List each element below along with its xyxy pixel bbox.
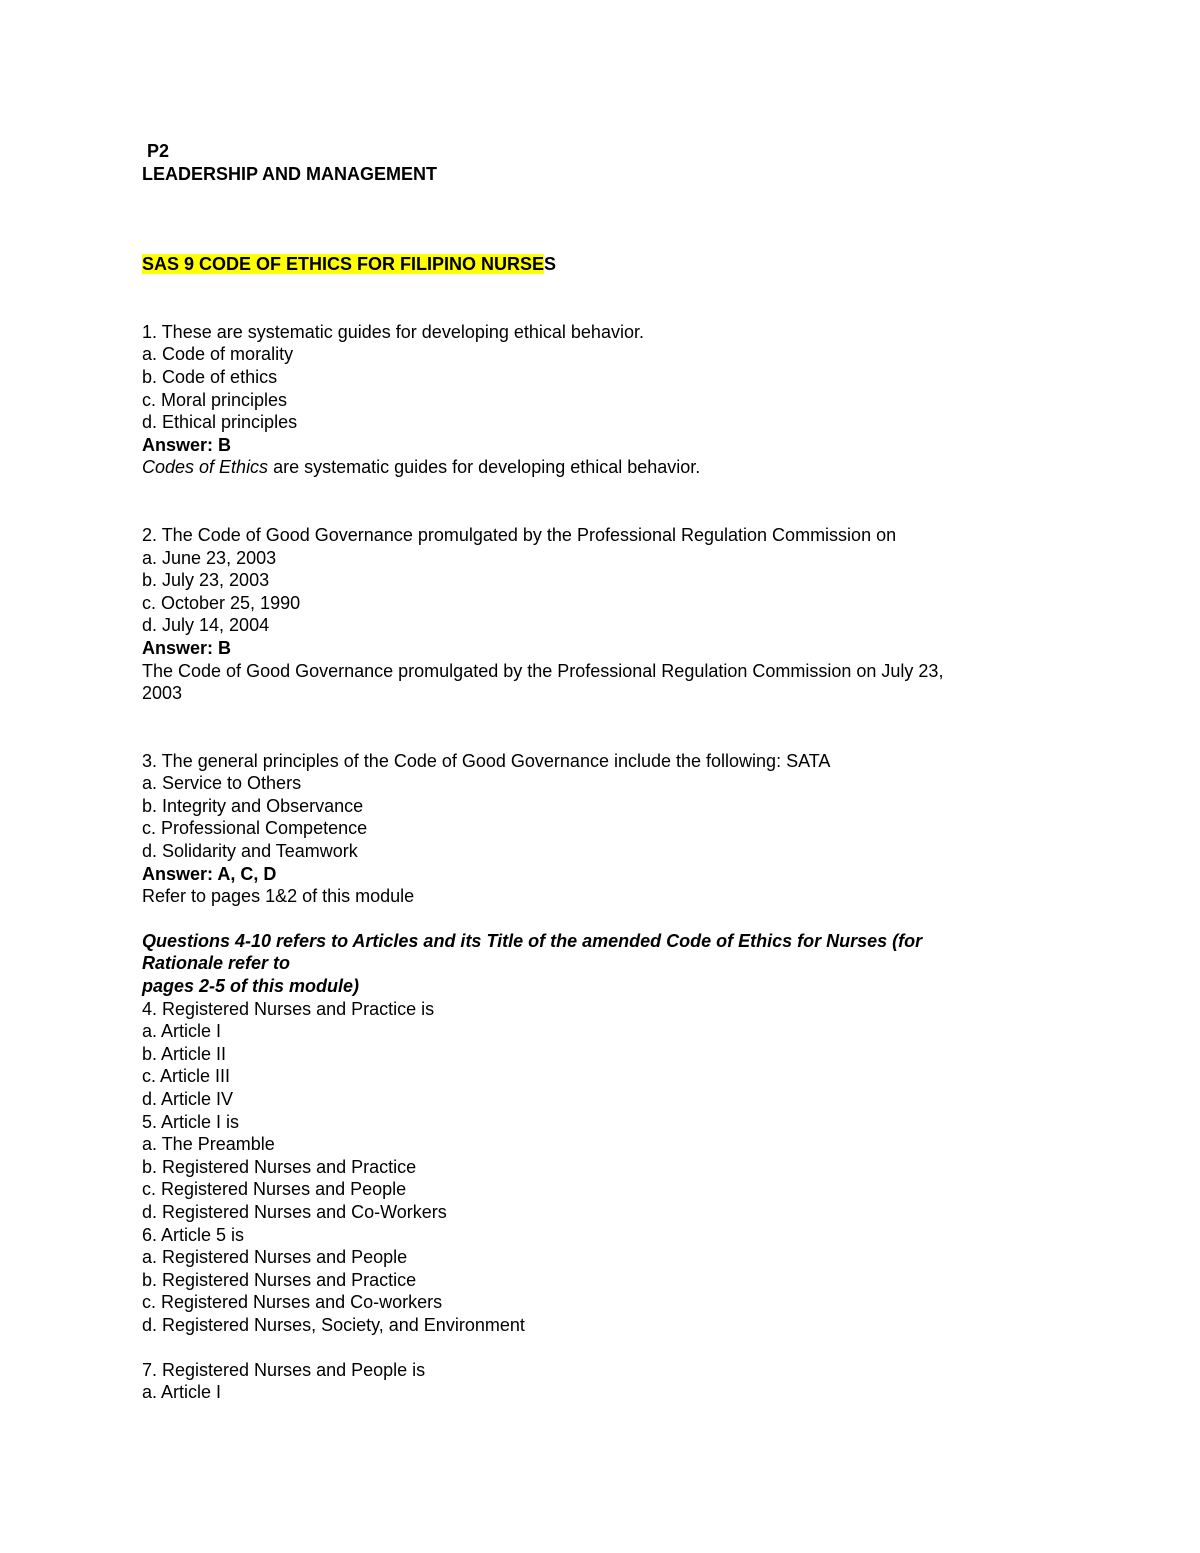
answer: Answer: B: [142, 434, 232, 455]
question-text: 1. These are systematic guides for developing ethical behavior.: [142, 321, 644, 342]
option: d. July 14, 2004: [142, 615, 270, 636]
option: c. Registered Nurses and Co-workers: [142, 1292, 443, 1313]
option: a. The Preamble: [142, 1134, 275, 1155]
question-2: [142, 524, 1042, 705]
option: b. Registered Nurses and Practice: [142, 1269, 417, 1290]
option: b. Article II: [142, 1043, 227, 1064]
option: d. Registered Nurses and Co-Workers: [142, 1201, 447, 1222]
option: a. Article I: [142, 1382, 222, 1403]
rationale-rest: are systematic guides for developing ethical behavior.: [268, 457, 701, 478]
option: a. Registered Nurses and People: [142, 1247, 408, 1268]
question-5: [142, 1111, 1042, 1224]
option: b. Registered Nurses and Practice: [142, 1156, 417, 1177]
question-1: [142, 321, 1042, 479]
question-text: 4. Registered Nurses and Practice is: [142, 998, 435, 1019]
question-text: 3. The general principles of the Code of Good Governance include the following: SATA: [142, 750, 831, 771]
question-6: [142, 1224, 1042, 1337]
course-code: P2: [147, 141, 170, 161]
rationale-italic: Codes of Ethics: [142, 457, 269, 478]
sas-title-highlight: SAS 9 CODE OF ETHICS FOR FILIPINO NURSE: [142, 254, 545, 275]
option: c. Registered Nurses and People: [142, 1179, 407, 1200]
question-text: 6. Article 5 is: [142, 1224, 245, 1245]
rationale-line: 2003: [142, 683, 183, 704]
option: d. Solidarity and Teamwork: [142, 841, 358, 862]
note-line: pages 2-5 of this module): [142, 976, 360, 997]
option: c. October 25, 1990: [142, 592, 301, 613]
sas-title: [142, 253, 1042, 276]
answer: Answer: A, C, D: [142, 863, 277, 884]
option: c. Professional Competence: [142, 818, 368, 839]
rationale: Refer to pages 1&2 of this module: [142, 886, 415, 907]
option: a. June 23, 2003: [142, 547, 277, 568]
section-note: [142, 930, 1042, 998]
question-text: 2. The Code of Good Governance promulgated by the Professional Regulation Commission on: [142, 524, 897, 545]
option: a. Code of morality: [142, 344, 294, 365]
rationale: [142, 456, 1042, 479]
question-7: [142, 1359, 1042, 1404]
option: a. Service to Others: [142, 773, 302, 794]
option: c. Moral principles: [142, 389, 288, 410]
rationale-line: The Code of Good Governance promulgated by the Professional Regulation Commission on July 23,: [142, 660, 944, 681]
option: b. Integrity and Observance: [142, 795, 364, 816]
question-3: [142, 750, 1042, 908]
sas-title-end: S: [544, 254, 557, 275]
course-subject: LEADERSHIP AND MANAGEMENT: [142, 163, 438, 184]
question-text: 5. Article I is: [142, 1111, 240, 1132]
option: c. Article III: [142, 1066, 231, 1087]
option: d. Article IV: [142, 1089, 234, 1109]
option: b. Code of ethics: [142, 366, 278, 387]
question-4: [142, 998, 1042, 1111]
option: b. July 23, 2003: [142, 570, 270, 591]
question-text: 7. Registered Nurses and People is: [142, 1359, 426, 1380]
note-line: Rationale refer to: [142, 953, 291, 974]
answer: Answer: B: [142, 637, 232, 658]
option: a. Article I: [142, 1021, 222, 1042]
option: d. Ethical principles: [142, 412, 298, 433]
note-line: Questions 4-10 refers to Articles and its Title of the amended Code of Ethics for Nurses (for: [142, 930, 923, 951]
option: d. Registered Nurses, Society, and Environment: [142, 1314, 525, 1335]
document-body: [142, 140, 1042, 1404]
